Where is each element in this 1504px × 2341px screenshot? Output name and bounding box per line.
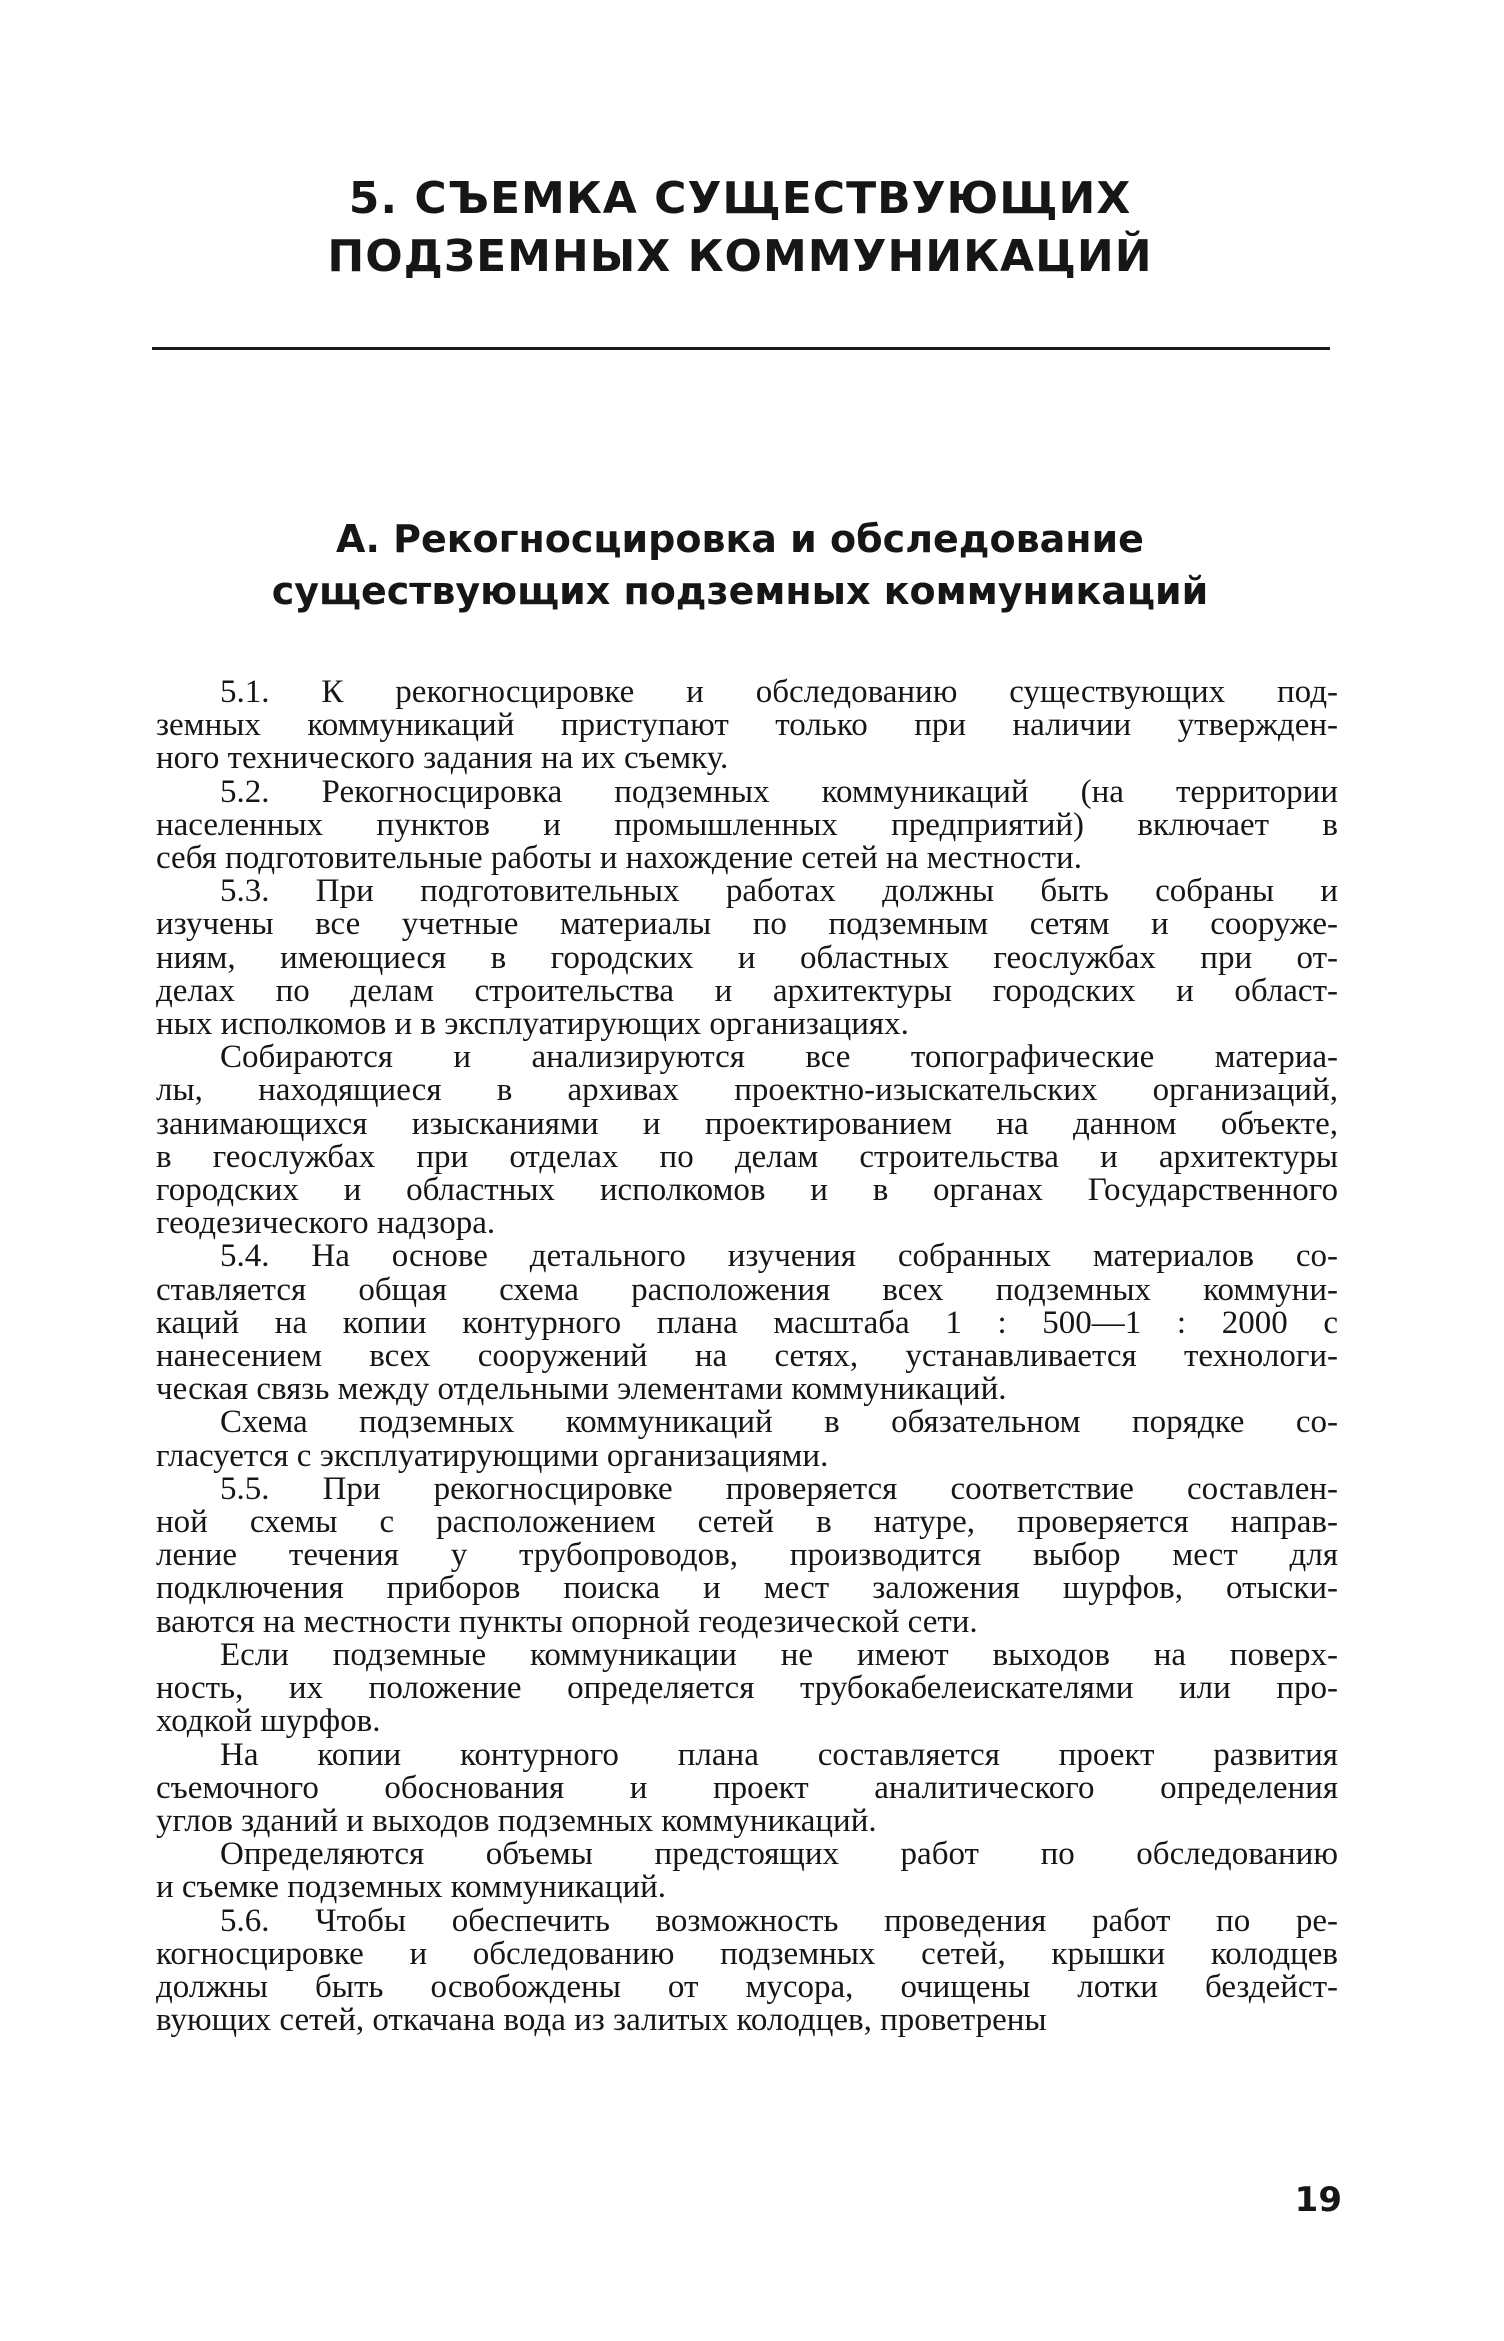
paragraph — [156, 1041, 1338, 1240]
paragraph-line: ного технического задания на их съемку. — [156, 740, 729, 777]
paragraph-line: каций на копии контурного плана масштаба 1 : 500—1 : 2000 с — [156, 1304, 1338, 1341]
paragraph — [156, 676, 1338, 776]
paragraph-line: На копии контурного плана составляется проект развития — [220, 1736, 1338, 1773]
paragraph-line: Собираются и анализируются все топографические материа- — [220, 1039, 1338, 1076]
paragraph — [156, 773, 1338, 877]
paragraph-line: в геослужбах при отделах по делам строительства и архитектуры — [156, 1138, 1338, 1175]
paragraph-line: вующих сетей, откачана вода из залитых колодцев, проветрены — [156, 2002, 1047, 2039]
paragraph-line: ность, их положение определяется трубокабелеискателями или про- — [156, 1670, 1338, 1707]
paragraph-line: подключения приборов поиска и мест заложения шурфов, отыски- — [156, 1570, 1338, 1607]
paragraph-line: изучены все учетные материалы по подземным сетям и сооруже- — [156, 906, 1338, 943]
paragraph-line: ных исполкомов и в эксплуатирующих организациях. — [156, 1006, 909, 1043]
paragraph-line: ваются на местности пункты опорной геодезической сети. — [156, 1603, 978, 1640]
paragraph-line: занимающихся изысканиями и проектированием на данном объекте, — [156, 1105, 1338, 1142]
paragraph — [156, 1240, 1338, 1406]
body-text — [156, 676, 1338, 2037]
paragraph-line: 5.1. К рекогносцировке и обследованию существующих под- — [220, 674, 1338, 710]
paragraph-line: должны быть освобождены от мусора, очищены лотки бездейст- — [156, 1968, 1338, 2005]
paragraph-line: гласуется с эксплуатирующими организациями. — [156, 1437, 829, 1474]
paragraph — [156, 1736, 1338, 1839]
section-title-line: существующих подземных коммуникаций — [271, 569, 1209, 613]
paragraph-line: Определяются объемы предстоящих работ по обследованию — [220, 1836, 1338, 1873]
paragraph-line: и съемке подземных коммуникаций. — [156, 1869, 667, 1906]
paragraph-line: 5.5. При рекогносцировке проверяется соответствие составлен- — [220, 1470, 1338, 1507]
paragraph-line: земных коммуникаций приступают только при наличии утвержден- — [156, 707, 1338, 744]
paragraph-line: себя подготовительные работы и нахождение сетей на местности. — [156, 840, 1082, 877]
paragraph-line: когносцировке и обследованию подземных сетей, крышки колодцев — [156, 1935, 1338, 1972]
paragraph-line: ной схемы с расположением сетей в натуре, проверяется направ- — [156, 1504, 1338, 1541]
paragraph-line: ление течения у трубопроводов, производится выбор мест для — [156, 1537, 1338, 1574]
chapter-title — [150, 170, 1330, 286]
paragraph-line: нанесением всех сооружений на сетях, устанавливается технологи- — [156, 1338, 1338, 1375]
paragraph-line: съемочного обоснования и проект аналитического определения — [156, 1769, 1338, 1806]
paragraph — [156, 1406, 1338, 1472]
chapter-title-line: 5. СЪЕМКА СУЩЕСТВУЮЩИХ — [348, 173, 1132, 224]
paragraph-line: 5.6. Чтобы обеспечить возможность проведения работ по ре- — [220, 1902, 1338, 1939]
paragraph-line: Схема подземных коммуникаций в обязательном порядке со- — [220, 1404, 1338, 1441]
paragraph — [156, 1470, 1338, 1640]
paragraph-line: 5.3. При подготовительных работах должны быть собраны и — [220, 873, 1338, 910]
paragraph-line: 5.2. Рекогносцировка подземных коммуникаций (на территории — [220, 773, 1338, 810]
paragraph-line: лы, находящиеся в архивах проектно-изыскательских организаций, — [156, 1072, 1338, 1109]
section-title — [150, 513, 1330, 617]
paragraph-line: ставляется общая схема расположения всех подземных коммуни- — [156, 1271, 1338, 1308]
paragraph-line: ческая связь между отдельными элементами коммуникаций. — [156, 1371, 1007, 1408]
paragraph-line: населенных пунктов и промышленных предприятий) включает в — [156, 806, 1338, 843]
paragraph-line: ходкой шурфов. — [156, 1703, 381, 1740]
paragraph-line: геодезического надзора. — [156, 1205, 496, 1242]
chapter-title-line: ПОДЗЕМНЫХ КОММУНИКАЦИЙ — [327, 231, 1153, 282]
paragraph-line: ниям, имеющиеся в городских и областных геослужбах при от- — [156, 939, 1338, 976]
paragraph — [156, 1636, 1338, 1740]
chapter-divider — [152, 347, 1330, 350]
paragraph-line: 5.4. На основе детального изучения собранных материалов со- — [220, 1238, 1338, 1275]
paragraph — [156, 875, 1338, 1041]
paragraph — [156, 1902, 1338, 2039]
paragraph — [156, 1838, 1338, 1904]
page-number: 19 — [1294, 2180, 1342, 2220]
paragraph-line: Если подземные коммуникации не имеют выходов на поверх- — [220, 1636, 1338, 1673]
paragraph-line: углов зданий и выходов подземных коммуникаций. — [156, 1802, 877, 1839]
section-title-line: А. Рекогносцировка и обследование — [336, 517, 1144, 561]
paragraph-line: делах по делам строительства и архитектуры городских и област- — [156, 972, 1338, 1009]
paragraph-line: городских и областных исполкомов и в органах Государственного — [156, 1172, 1338, 1209]
